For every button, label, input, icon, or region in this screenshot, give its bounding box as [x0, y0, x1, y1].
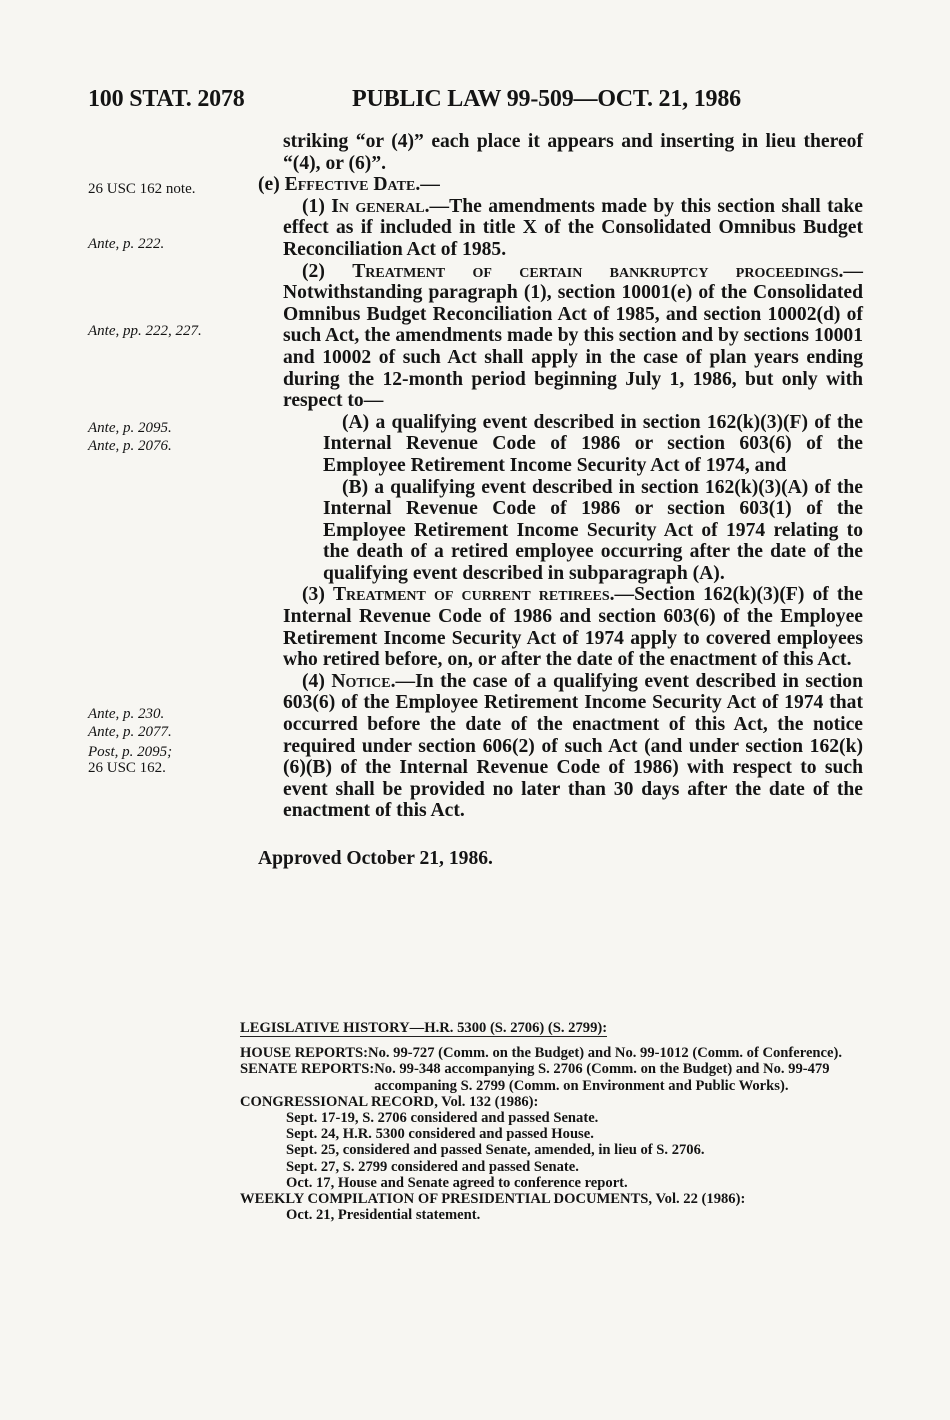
paragraph-text: .—The amendments made by this section shall take effect as if included in title X of the Consolidated Omnibus Budget Reconciliation Act of 1985.	[283, 195, 863, 260]
record-item: Sept. 24, H.R. 5300 considered and passed House.	[286, 1126, 594, 1143]
margin-note	[88, 323, 228, 339]
congressional-record-title: CONGRESSIONAL RECORD, Vol. 132 (1986):	[240, 1093, 539, 1110]
margin-note-text: Ante, p. 230.	[88, 706, 165, 722]
paragraph-text: .—In the case of a qualifying event described in section 603(6) of the Employee Retirement Income Security Act of 1974 that occurred before the date of the enactment of this Act, the notice required under section 606(2) of such Act (and under section 162(k)(6)(B) of the Internal Revenue Code of 1986) with respect to such event shall be provided no later than 30 days after the date of the enactment of this Act.	[283, 670, 863, 822]
dash: .—	[415, 174, 440, 196]
paragraph-heading: Notice	[331, 670, 391, 692]
senate-reports-label: SENATE REPORTS:	[240, 1061, 375, 1078]
paragraph-text: .—Section 162(k)(3)(F) of the Internal Revenue Code of 1986 and section 603(6) of the Employee Retirement Income Security Act of 1974 apply to covered employees who retired before, on, or after the date of the enactment of this Act.	[283, 584, 863, 671]
senate-reports-text: No. 99-348 accompanying S. 2706 (Comm. on the Budget) and No. 99-479 accompaning S. 2799 (Comm. on Environment and Public Works).	[374, 1061, 830, 1094]
record-item: Sept. 25, considered and passed Senate, amended, in lieu of S. 2706.	[286, 1142, 705, 1159]
margin-note	[88, 236, 164, 252]
weekly-compilation-title: WEEKLY COMPILATION OF PRESIDENTIAL DOCUMENTS, Vol. 22 (1986):	[240, 1191, 746, 1208]
subparagraph-a: (A) a qualifying event described in section 162(k)(3)(F) of the Internal Revenue Code of 1986 or section 603(6) of the Employee Retirement Income Security Act of 1974, and	[323, 411, 863, 476]
margin-note	[88, 744, 172, 760]
margin-note	[88, 706, 164, 722]
paragraph-3	[283, 584, 863, 670]
paragraph-4	[283, 671, 863, 822]
paragraph-heading: Treatment of current retirees	[332, 584, 610, 606]
paragraph-label: (3)	[302, 584, 333, 606]
paragraph-1	[283, 196, 863, 261]
subsection-label: (e)	[258, 174, 285, 196]
running-head-title: PUBLIC LAW 99-509—OCT. 21, 1986	[352, 86, 741, 112]
paragraph-label: (4)	[302, 670, 332, 692]
record-item: Oct. 17, House and Senate agreed to conference report.	[286, 1174, 628, 1191]
subsection-heading: Effective Date	[284, 174, 416, 196]
margin-note-text: Ante, p. 2077.	[88, 724, 172, 740]
legislative-history	[240, 1020, 880, 1223]
legislative-history-title: LEGISLATIVE HISTORY—H.R. 5300 (S. 2706) (S. 2799):	[240, 1020, 608, 1036]
margin-note-text: Ante, p. 222.	[88, 236, 165, 252]
house-reports	[240, 1045, 880, 1061]
paragraph-text: .—Notwithstanding paragraph (1), section 10001(e) of the Consolidated Omnibus Budget Reconciliation Act of 1985, and section 10002(d) of such Act, the amendments made by this section and by sections 10001 and 10002 of such Act shall apply in the case of plan years ending during the 12-month period beginning July 1, 1986, but only with respect to—	[283, 260, 863, 412]
margin-note-text: Post, p. 2095;	[88, 744, 173, 760]
statute-body	[258, 131, 863, 870]
paragraph-continuation: striking “or (4)” each place it appears and inserting in lieu thereof “(4), or (6)”.	[283, 131, 863, 174]
paragraph-2	[283, 261, 863, 412]
margin-note: 26 USC 162 note.	[88, 181, 196, 197]
weekly-item: Oct. 21, Presidential statement.	[286, 1207, 481, 1224]
record-item: Sept. 27, S. 2799 considered and passed Senate.	[286, 1158, 579, 1175]
house-reports-text: No. 99-727 (Comm. on the Budget) and No. 99-1012 (Comm. of Conference).	[368, 1045, 843, 1062]
margin-note	[88, 438, 172, 454]
senate-reports	[240, 1061, 880, 1093]
margin-note-text: Ante, p. 2076.	[88, 438, 172, 454]
approval-line: Approved October 21, 1986.	[258, 848, 493, 869]
record-item: Sept. 17-19, S. 2706 considered and passed Senate.	[286, 1110, 599, 1127]
paragraph-heading: In general	[331, 195, 425, 217]
subparagraph-b: (B) a qualifying event described in section 162(k)(3)(A) of the Internal Revenue Code of 1986 or section 603(1) of the Employee Retirement Income Security Act of 1974 relating to the death of a retired employee occurring after the date of the qualifying event described in subparagraph (A).	[323, 476, 863, 584]
paragraph-label: (2)	[302, 260, 353, 282]
margin-note	[88, 724, 172, 740]
paragraph-label: (1)	[302, 195, 332, 217]
house-reports-label: HOUSE REPORTS:	[240, 1045, 369, 1062]
paragraph-heading: Treatment of certain bankruptcy proceedings	[352, 260, 839, 282]
margin-note	[88, 420, 172, 436]
margin-note-text: Ante, pp. 222, 227.	[88, 323, 202, 339]
subsection-e-heading	[258, 174, 863, 196]
margin-note-text: Ante, p. 2095.	[88, 420, 172, 436]
statute-page-reference: 100 STAT. 2078	[88, 86, 245, 112]
margin-note: 26 USC 162.	[88, 760, 166, 776]
